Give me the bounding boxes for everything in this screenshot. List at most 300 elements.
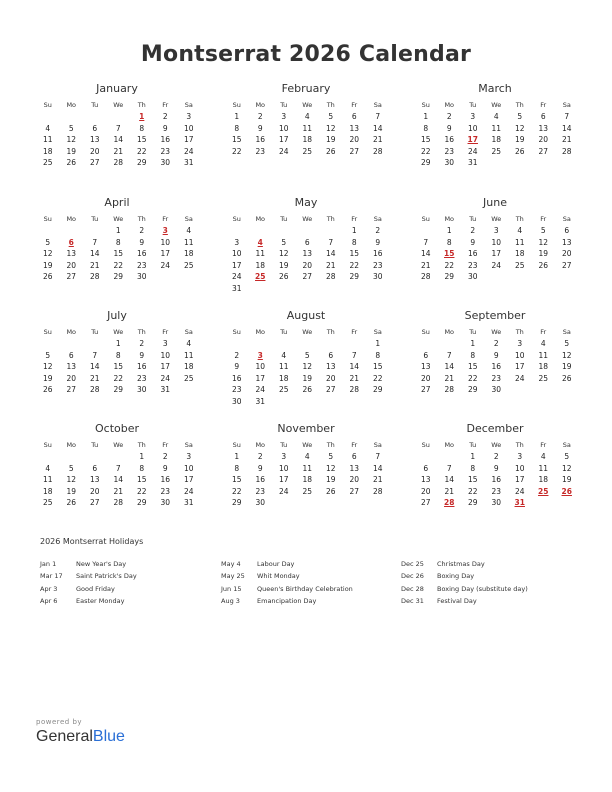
day-cell[interactable]: 22 <box>467 486 478 496</box>
day-cell[interactable]: 12 <box>42 362 53 371</box>
day-cell[interactable]: 18 <box>538 362 549 371</box>
day-cell[interactable]: 9 <box>257 463 263 473</box>
day-cell[interactable]: 8 <box>470 350 476 360</box>
day-cell[interactable]: 29 <box>467 385 478 394</box>
day-cell[interactable]: 11 <box>514 237 525 247</box>
day-cell[interactable]: 28 <box>113 498 124 507</box>
day-cell[interactable]: 21 <box>561 135 572 144</box>
day-cell[interactable]: 11 <box>302 463 313 473</box>
day-cell[interactable]: 19 <box>325 475 336 484</box>
day-cell[interactable]: 31 <box>255 396 266 406</box>
day-cell[interactable]: 28 <box>113 158 124 167</box>
day-cell[interactable]: 26 <box>538 260 549 270</box>
day-cell[interactable]: 28 <box>349 385 360 394</box>
day-cell[interactable]: 1 <box>234 452 240 461</box>
day-cell[interactable]: 3 <box>234 237 240 247</box>
day-cell[interactable]: 10 <box>467 123 478 133</box>
day-cell[interactable]: 30 <box>160 158 171 167</box>
day-cell[interactable]: 22 <box>113 373 124 383</box>
day-cell[interactable]: 18 <box>42 486 53 496</box>
day-cell[interactable]: 17 <box>160 362 171 371</box>
day-cell[interactable]: 19 <box>325 135 336 144</box>
day-cell[interactable]: 14 <box>372 463 383 473</box>
day-cell[interactable]: 4 <box>186 226 192 235</box>
day-cell[interactable]: 13 <box>66 362 77 371</box>
day-cell[interactable]: 25 <box>302 486 313 496</box>
day-cell[interactable]: 8 <box>115 237 121 247</box>
day-cell[interactable]: 29 <box>231 498 242 507</box>
day-cell[interactable]: 19 <box>561 362 572 371</box>
day-cell[interactable]: 18 <box>538 475 549 484</box>
day-cell[interactable]: 14 <box>561 123 572 133</box>
day-cell[interactable]: 29 <box>136 498 147 507</box>
day-cell[interactable]: 20 <box>302 260 313 270</box>
day-cell[interactable]: 11 <box>278 362 289 371</box>
day-cell[interactable]: 12 <box>514 123 525 133</box>
day-cell[interactable]: 16 <box>136 362 147 371</box>
day-cell[interactable]: 26 <box>278 272 289 281</box>
day-cell[interactable]: 4 <box>45 463 51 473</box>
day-cell[interactable]: 30 <box>160 498 171 507</box>
day-cell[interactable]: 2 <box>375 226 381 235</box>
day-cell[interactable]: 24 <box>514 486 525 496</box>
day-cell[interactable]: 5 <box>45 350 51 360</box>
day-cell[interactable]: 29 <box>444 272 455 281</box>
day-cell[interactable]: 21 <box>444 373 455 383</box>
day-cell[interactable]: 30 <box>467 272 478 281</box>
day-cell[interactable]: 23 <box>467 260 478 270</box>
day-cell[interactable]: 23 <box>160 486 171 496</box>
day-cell[interactable]: 7 <box>564 112 570 121</box>
day-cell[interactable]: 27 <box>420 385 431 394</box>
day-cell[interactable]: 1 <box>139 452 145 461</box>
day-cell[interactable]: 11 <box>183 350 194 360</box>
day-cell[interactable]: 10 <box>255 362 266 371</box>
day-cell[interactable]: 14 <box>420 249 431 258</box>
day-cell[interactable]: 23 <box>491 486 502 496</box>
day-cell[interactable]: 20 <box>538 135 549 144</box>
day-cell[interactable]: 11 <box>538 463 549 473</box>
day-cell[interactable]: 17 <box>278 475 289 484</box>
day-cell[interactable]: 6 <box>423 463 429 473</box>
day-cell[interactable]: 10 <box>160 237 171 247</box>
day-cell[interactable]: 4 <box>304 112 310 121</box>
day-cell[interactable]: 14 <box>325 249 336 258</box>
day-cell[interactable]: 31 <box>160 385 171 394</box>
day-cell[interactable]: 12 <box>302 362 313 371</box>
day-cell[interactable]: 20 <box>66 260 77 270</box>
day-cell[interactable]: 2 <box>234 350 240 360</box>
day-cell[interactable]: 18 <box>183 362 194 371</box>
day-cell[interactable]: 15 <box>372 362 383 371</box>
day-cell[interactable]: 29 <box>467 498 478 507</box>
day-cell[interactable]: 16 <box>491 475 502 484</box>
day-cell[interactable]: 28 <box>325 272 336 281</box>
day-cell[interactable]: 17 <box>231 260 242 270</box>
day-cell[interactable]: 27 <box>420 498 431 507</box>
day-cell[interactable]: 12 <box>561 350 572 360</box>
day-cell[interactable]: 14 <box>444 475 455 484</box>
day-cell[interactable]: 16 <box>467 249 478 258</box>
day-cell[interactable]: 23 <box>491 373 502 383</box>
day-cell[interactable]: 30 <box>231 396 242 406</box>
day-cell[interactable]: 8 <box>446 237 452 247</box>
day-cell[interactable]: 1 <box>115 226 121 235</box>
holiday-day-cell[interactable]: 6 <box>68 237 74 247</box>
holiday-day-cell[interactable]: 26 <box>561 486 572 496</box>
day-cell[interactable]: 19 <box>66 486 77 496</box>
day-cell[interactable]: 3 <box>470 112 476 121</box>
day-cell[interactable]: 30 <box>491 385 502 394</box>
day-cell[interactable]: 28 <box>89 272 100 281</box>
day-cell[interactable]: 1 <box>115 339 121 348</box>
day-cell[interactable]: 9 <box>257 123 263 133</box>
day-cell[interactable]: 3 <box>281 112 287 121</box>
day-cell[interactable]: 26 <box>42 272 53 281</box>
day-cell[interactable]: 16 <box>136 249 147 258</box>
day-cell[interactable]: 22 <box>231 146 242 156</box>
day-cell[interactable]: 9 <box>375 237 381 247</box>
day-cell[interactable]: 27 <box>561 260 572 270</box>
day-cell[interactable]: 25 <box>302 146 313 156</box>
day-cell[interactable]: 17 <box>183 135 194 144</box>
day-cell[interactable]: 11 <box>42 475 53 484</box>
day-cell[interactable]: 21 <box>372 475 383 484</box>
day-cell[interactable]: 12 <box>561 463 572 473</box>
day-cell[interactable]: 1 <box>446 226 452 235</box>
day-cell[interactable]: 18 <box>514 249 525 258</box>
day-cell[interactable]: 9 <box>493 350 499 360</box>
day-cell[interactable]: 13 <box>89 135 100 144</box>
day-cell[interactable]: 22 <box>372 373 383 383</box>
day-cell[interactable]: 6 <box>92 463 98 473</box>
day-cell[interactable]: 22 <box>231 486 242 496</box>
day-cell[interactable]: 15 <box>467 475 478 484</box>
day-cell[interactable]: 7 <box>375 112 381 121</box>
day-cell[interactable]: 4 <box>281 350 287 360</box>
holiday-day-cell[interactable]: 3 <box>162 226 168 235</box>
day-cell[interactable]: 13 <box>349 463 360 473</box>
day-cell[interactable]: 19 <box>514 135 525 144</box>
holiday-day-cell[interactable]: 3 <box>257 350 263 360</box>
day-cell[interactable]: 9 <box>162 463 168 473</box>
day-cell[interactable]: 16 <box>491 362 502 371</box>
day-cell[interactable]: 10 <box>160 350 171 360</box>
day-cell[interactable]: 16 <box>160 475 171 484</box>
day-cell[interactable]: 20 <box>325 373 336 383</box>
day-cell[interactable]: 24 <box>514 373 525 383</box>
day-cell[interactable]: 25 <box>42 498 53 507</box>
day-cell[interactable]: 23 <box>372 260 383 270</box>
day-cell[interactable]: 24 <box>278 486 289 496</box>
day-cell[interactable]: 20 <box>349 135 360 144</box>
day-cell[interactable]: 8 <box>351 237 357 247</box>
day-cell[interactable]: 4 <box>493 112 499 121</box>
day-cell[interactable]: 10 <box>514 463 525 473</box>
day-cell[interactable]: 4 <box>540 452 546 461</box>
day-cell[interactable]: 3 <box>186 452 192 461</box>
day-cell[interactable]: 22 <box>113 260 124 270</box>
day-cell[interactable]: 30 <box>255 498 266 507</box>
day-cell[interactable]: 25 <box>538 373 549 383</box>
holiday-day-cell[interactable]: 25 <box>538 486 549 496</box>
day-cell[interactable]: 8 <box>423 123 429 133</box>
day-cell[interactable]: 9 <box>446 123 452 133</box>
day-cell[interactable]: 22 <box>467 373 478 383</box>
day-cell[interactable]: 28 <box>444 385 455 394</box>
day-cell[interactable]: 22 <box>136 146 147 156</box>
day-cell[interactable]: 12 <box>325 123 336 133</box>
day-cell[interactable]: 15 <box>349 249 360 258</box>
day-cell[interactable]: 15 <box>113 249 124 258</box>
day-cell[interactable]: 19 <box>561 475 572 484</box>
day-cell[interactable]: 20 <box>561 249 572 258</box>
day-cell[interactable]: 2 <box>493 452 499 461</box>
holiday-day-cell[interactable]: 31 <box>514 498 525 507</box>
day-cell[interactable]: 16 <box>255 475 266 484</box>
day-cell[interactable]: 13 <box>349 123 360 133</box>
day-cell[interactable]: 6 <box>304 237 310 247</box>
day-cell[interactable]: 23 <box>255 146 266 156</box>
day-cell[interactable]: 20 <box>89 146 100 156</box>
day-cell[interactable]: 28 <box>561 146 572 156</box>
day-cell[interactable]: 19 <box>42 373 53 383</box>
day-cell[interactable]: 13 <box>66 249 77 258</box>
day-cell[interactable]: 20 <box>420 373 431 383</box>
day-cell[interactable]: 24 <box>160 260 171 270</box>
day-cell[interactable]: 21 <box>113 486 124 496</box>
day-cell[interactable]: 18 <box>302 475 313 484</box>
day-cell[interactable]: 10 <box>491 237 502 247</box>
day-cell[interactable]: 6 <box>351 452 357 461</box>
day-cell[interactable]: 5 <box>281 237 287 247</box>
day-cell[interactable]: 21 <box>113 146 124 156</box>
day-cell[interactable]: 2 <box>446 112 452 121</box>
day-cell[interactable]: 27 <box>66 385 77 394</box>
day-cell[interactable]: 26 <box>302 385 313 394</box>
day-cell[interactable]: 22 <box>444 260 455 270</box>
brand-logo[interactable] <box>36 728 125 746</box>
day-cell[interactable]: 20 <box>349 475 360 484</box>
day-cell[interactable]: 2 <box>257 452 263 461</box>
day-cell[interactable]: 8 <box>139 463 145 473</box>
day-cell[interactable]: 19 <box>42 260 53 270</box>
day-cell[interactable]: 27 <box>325 385 336 394</box>
day-cell[interactable]: 23 <box>160 146 171 156</box>
day-cell[interactable]: 29 <box>420 158 431 167</box>
day-cell[interactable]: 21 <box>349 373 360 383</box>
day-cell[interactable]: 29 <box>113 272 124 281</box>
day-cell[interactable]: 9 <box>162 123 168 133</box>
day-cell[interactable]: 7 <box>115 463 121 473</box>
day-cell[interactable]: 9 <box>493 463 499 473</box>
day-cell[interactable]: 7 <box>375 452 381 461</box>
day-cell[interactable]: 17 <box>255 373 266 383</box>
day-cell[interactable]: 13 <box>89 475 100 484</box>
day-cell[interactable]: 3 <box>517 452 523 461</box>
day-cell[interactable]: 14 <box>349 362 360 371</box>
day-cell[interactable]: 26 <box>66 498 77 507</box>
day-cell[interactable]: 25 <box>278 385 289 394</box>
day-cell[interactable]: 24 <box>491 260 502 270</box>
day-cell[interactable]: 26 <box>561 373 572 383</box>
day-cell[interactable]: 16 <box>372 249 383 258</box>
holiday-day-cell[interactable]: 17 <box>467 135 478 144</box>
day-cell[interactable]: 24 <box>255 385 266 394</box>
day-cell[interactable]: 26 <box>325 146 336 156</box>
day-cell[interactable]: 12 <box>325 463 336 473</box>
day-cell[interactable]: 9 <box>139 237 145 247</box>
day-cell[interactable]: 16 <box>444 135 455 144</box>
day-cell[interactable]: 7 <box>423 237 429 247</box>
day-cell[interactable]: 2 <box>470 226 476 235</box>
day-cell[interactable]: 21 <box>372 135 383 144</box>
day-cell[interactable]: 23 <box>136 373 147 383</box>
day-cell[interactable]: 11 <box>491 123 502 133</box>
day-cell[interactable]: 22 <box>420 146 431 156</box>
day-cell[interactable]: 25 <box>514 260 525 270</box>
day-cell[interactable]: 6 <box>423 350 429 360</box>
day-cell[interactable]: 6 <box>68 350 74 360</box>
day-cell[interactable]: 5 <box>517 112 523 121</box>
day-cell[interactable]: 17 <box>160 249 171 258</box>
day-cell[interactable]: 4 <box>45 123 51 133</box>
day-cell[interactable]: 17 <box>183 475 194 484</box>
day-cell[interactable]: 21 <box>444 486 455 496</box>
day-cell[interactable]: 29 <box>113 385 124 394</box>
day-cell[interactable]: 7 <box>328 237 334 247</box>
day-cell[interactable]: 1 <box>470 452 476 461</box>
day-cell[interactable]: 26 <box>42 385 53 394</box>
day-cell[interactable]: 8 <box>470 463 476 473</box>
day-cell[interactable]: 23 <box>255 486 266 496</box>
day-cell[interactable]: 5 <box>45 237 51 247</box>
day-cell[interactable]: 14 <box>372 123 383 133</box>
day-cell[interactable]: 17 <box>514 362 525 371</box>
day-cell[interactable]: 26 <box>66 158 77 167</box>
day-cell[interactable]: 24 <box>467 146 478 156</box>
day-cell[interactable]: 12 <box>538 237 549 247</box>
day-cell[interactable]: 15 <box>231 475 242 484</box>
day-cell[interactable]: 27 <box>538 146 549 156</box>
holiday-day-cell[interactable]: 15 <box>444 249 455 258</box>
day-cell[interactable]: 11 <box>538 350 549 360</box>
day-cell[interactable]: 14 <box>89 249 100 258</box>
day-cell[interactable]: 12 <box>66 475 77 484</box>
day-cell[interactable]: 2 <box>493 339 499 348</box>
day-cell[interactable]: 12 <box>278 249 289 258</box>
day-cell[interactable]: 13 <box>420 475 431 484</box>
day-cell[interactable]: 29 <box>136 158 147 167</box>
day-cell[interactable]: 26 <box>325 486 336 496</box>
day-cell[interactable]: 11 <box>42 135 53 144</box>
day-cell[interactable]: 4 <box>304 452 310 461</box>
day-cell[interactable]: 30 <box>136 385 147 394</box>
day-cell[interactable]: 7 <box>446 463 452 473</box>
day-cell[interactable]: 22 <box>136 486 147 496</box>
day-cell[interactable]: 25 <box>183 260 194 270</box>
day-cell[interactable]: 15 <box>136 475 147 484</box>
day-cell[interactable]: 24 <box>183 486 194 496</box>
day-cell[interactable]: 24 <box>183 146 194 156</box>
day-cell[interactable]: 16 <box>160 135 171 144</box>
day-cell[interactable]: 3 <box>186 112 192 121</box>
day-cell[interactable]: 3 <box>493 226 499 235</box>
day-cell[interactable]: 31 <box>231 283 242 293</box>
day-cell[interactable]: 24 <box>160 373 171 383</box>
day-cell[interactable]: 3 <box>281 452 287 461</box>
day-cell[interactable]: 9 <box>470 237 476 247</box>
day-cell[interactable]: 30 <box>372 272 383 281</box>
day-cell[interactable]: 1 <box>234 112 240 121</box>
day-cell[interactable]: 30 <box>444 158 455 167</box>
day-cell[interactable]: 13 <box>325 362 336 371</box>
day-cell[interactable]: 19 <box>66 146 77 156</box>
day-cell[interactable]: 11 <box>255 249 266 258</box>
day-cell[interactable]: 8 <box>234 463 240 473</box>
day-cell[interactable]: 24 <box>231 272 242 281</box>
day-cell[interactable]: 27 <box>349 486 360 496</box>
day-cell[interactable]: 4 <box>186 339 192 348</box>
day-cell[interactable]: 27 <box>349 146 360 156</box>
day-cell[interactable]: 29 <box>349 272 360 281</box>
day-cell[interactable]: 18 <box>491 135 502 144</box>
day-cell[interactable]: 1 <box>423 112 429 121</box>
day-cell[interactable]: 8 <box>234 123 240 133</box>
day-cell[interactable]: 7 <box>446 350 452 360</box>
holiday-day-cell[interactable]: 4 <box>257 237 263 247</box>
day-cell[interactable]: 6 <box>328 350 334 360</box>
day-cell[interactable]: 23 <box>136 260 147 270</box>
day-cell[interactable]: 31 <box>183 158 194 167</box>
day-cell[interactable]: 1 <box>375 339 381 348</box>
day-cell[interactable]: 25 <box>183 373 194 383</box>
day-cell[interactable]: 12 <box>42 249 53 258</box>
day-cell[interactable]: 12 <box>66 135 77 144</box>
day-cell[interactable]: 3 <box>162 339 168 348</box>
day-cell[interactable]: 5 <box>68 123 74 133</box>
day-cell[interactable]: 14 <box>89 362 100 371</box>
day-cell[interactable]: 20 <box>420 486 431 496</box>
day-cell[interactable]: 20 <box>66 373 77 383</box>
day-cell[interactable]: 23 <box>444 146 455 156</box>
day-cell[interactable]: 6 <box>351 112 357 121</box>
day-cell[interactable]: 8 <box>115 350 121 360</box>
day-cell[interactable]: 18 <box>255 260 266 270</box>
day-cell[interactable]: 7 <box>115 123 121 133</box>
day-cell[interactable]: 10 <box>183 463 194 473</box>
day-cell[interactable]: 31 <box>467 158 478 167</box>
day-cell[interactable]: 18 <box>42 146 53 156</box>
day-cell[interactable]: 15 <box>420 135 431 144</box>
day-cell[interactable]: 18 <box>183 249 194 258</box>
day-cell[interactable]: 2 <box>257 112 263 121</box>
day-cell[interactable]: 15 <box>113 362 124 371</box>
day-cell[interactable]: 10 <box>278 123 289 133</box>
day-cell[interactable]: 5 <box>68 463 74 473</box>
day-cell[interactable]: 17 <box>514 475 525 484</box>
day-cell[interactable]: 27 <box>66 272 77 281</box>
day-cell[interactable]: 19 <box>278 260 289 270</box>
day-cell[interactable]: 20 <box>89 486 100 496</box>
day-cell[interactable]: 14 <box>113 475 124 484</box>
day-cell[interactable]: 21 <box>89 260 100 270</box>
day-cell[interactable]: 28 <box>372 146 383 156</box>
day-cell[interactable]: 21 <box>420 260 431 270</box>
day-cell[interactable]: 10 <box>514 350 525 360</box>
day-cell[interactable]: 13 <box>420 362 431 371</box>
day-cell[interactable]: 24 <box>278 146 289 156</box>
